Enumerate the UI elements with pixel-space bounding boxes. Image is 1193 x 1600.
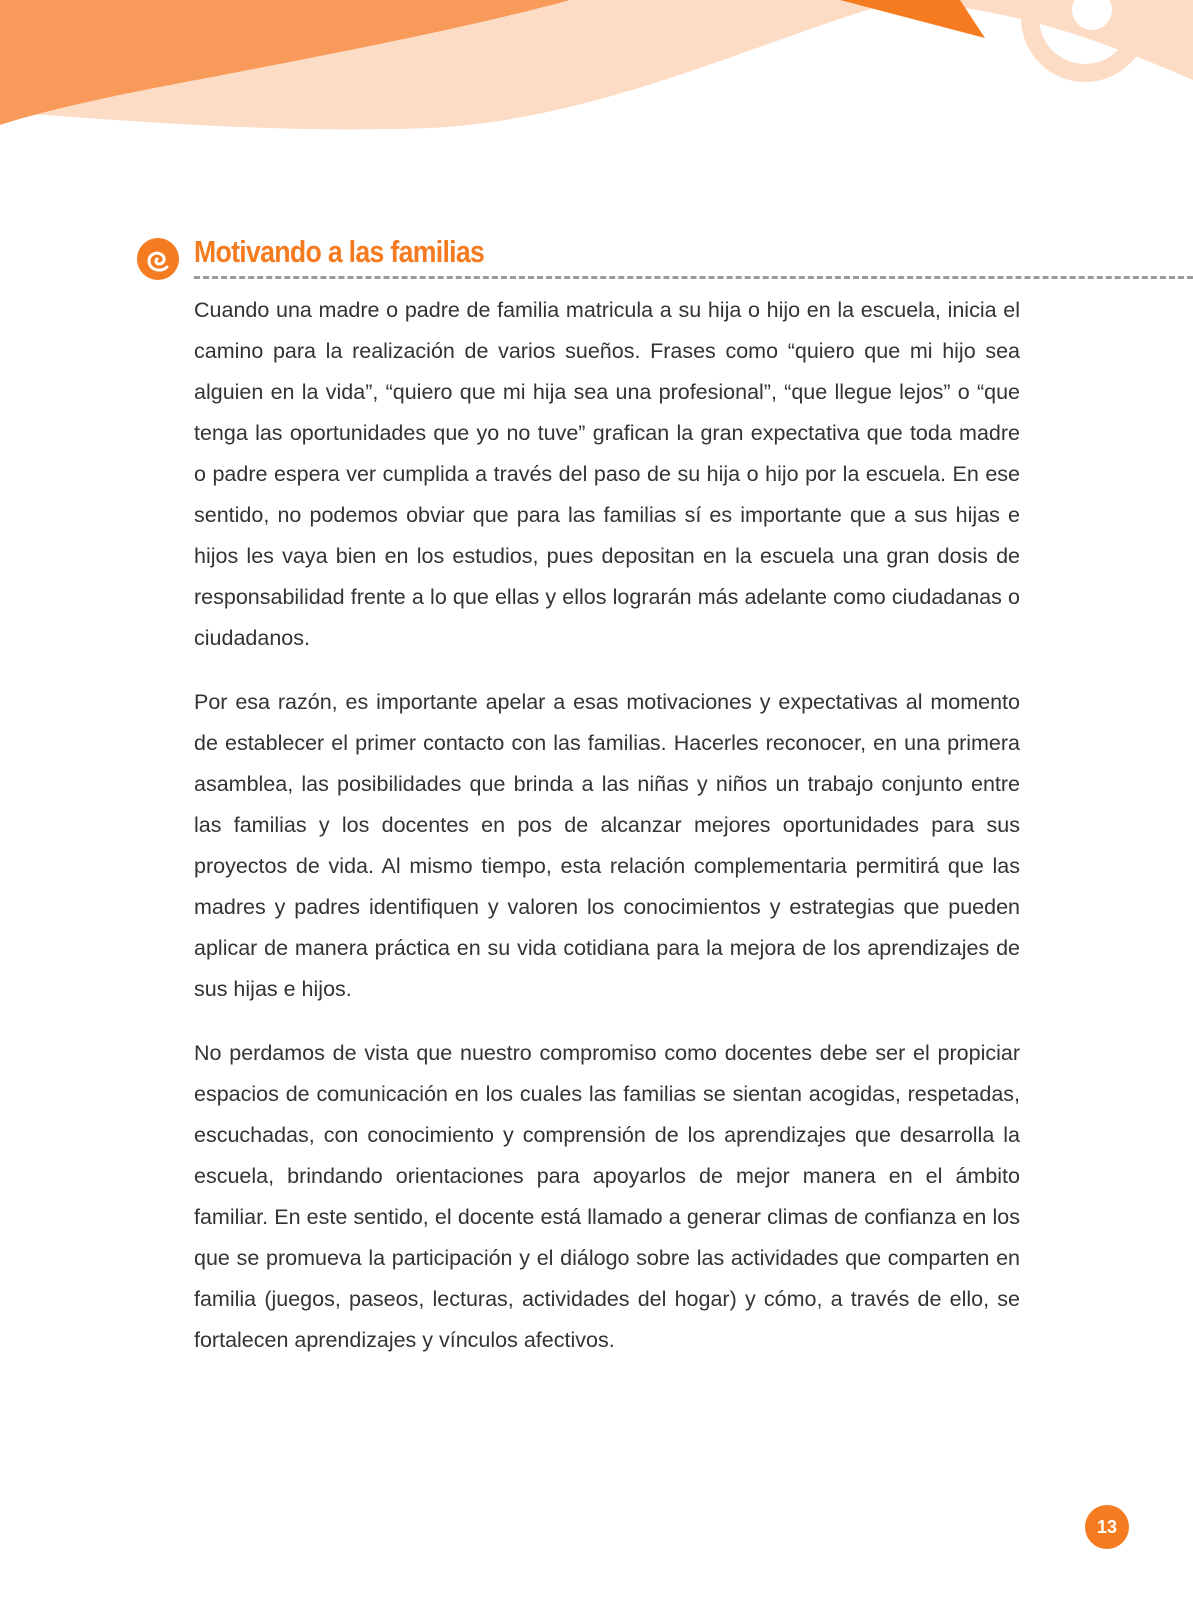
paragraph: Por esa razón, es importante apelar a esas motivaciones y expectativas al momento de establecer el primer contacto con las familias. Hacerles reconocer, en una primera asamblea, las posibilidades que brinda a las niñas y niños un trabajo conjunto entre las familias y los docentes en pos de alcanzar mejores oportunidades para sus proyectos de vida. Al mismo tiempo, esta relación complementaria permitirá que las madres y padres identifiquen y valoren los conocimientos y estrategias que pueden aplicar de manera práctica en su vida cotidiana para la mejora de los aprendizajes de sus hijas e hijos. (194, 690, 1020, 1001)
section-body (194, 290, 1020, 1384)
section-title: Motivando a las familias (194, 234, 485, 269)
header-wave-decoration (0, 0, 1193, 160)
dashed-divider (194, 276, 1193, 279)
swirl-icon (137, 238, 179, 280)
section-heading (0, 228, 1193, 288)
paragraph: No perdamos de vista que nuestro compromiso como docentes debe ser el propiciar espacios de comunicación en los cuales las familias se sientan acogidas, respetadas, escuchadas, con conocimiento y comprensión de los aprendizajes que desarrolla la escuela, brindando orientaciones para apoyarlos de mejor manera en el ámbito familiar. En este sentido, el docente está llamado a generar climas de confianza en los que se promueva la participación y el diálogo sobre las actividades que comparten en familia (juegos, paseos, lecturas, actividades del hogar) y cómo, a través de ello, se fortalecen aprendizajes y vínculos afectivos. (194, 1041, 1020, 1352)
page-number-badge: 13 (1085, 1505, 1129, 1549)
paragraph: Cuando una madre o padre de familia matricula a su hija o hijo en la escuela, inicia el camino para la realización de varios sueños. Frases como “quiero que mi hijo sea alguien en la vida”, “quiero que mi hija sea una profesional”, “que llegue lejos” o “que tenga las oportunidades que yo no tuve” grafican la gran expectativa que toda madre o padre espera ver cumplida a través del paso de su hija o hijo por la escuela. En ese sentido, no podemos obviar que para las familias sí es importante que a sus hijas e hijos les vaya bien en los estudios, pues depositan en la escuela una gran dosis de responsabilidad frente a lo que ellas y ellos lograrán más adelante como ciudadanas o ciudadanos. (194, 298, 1020, 650)
section-motivando-familias (0, 228, 1193, 1352)
header-wave-accent (840, 0, 985, 38)
